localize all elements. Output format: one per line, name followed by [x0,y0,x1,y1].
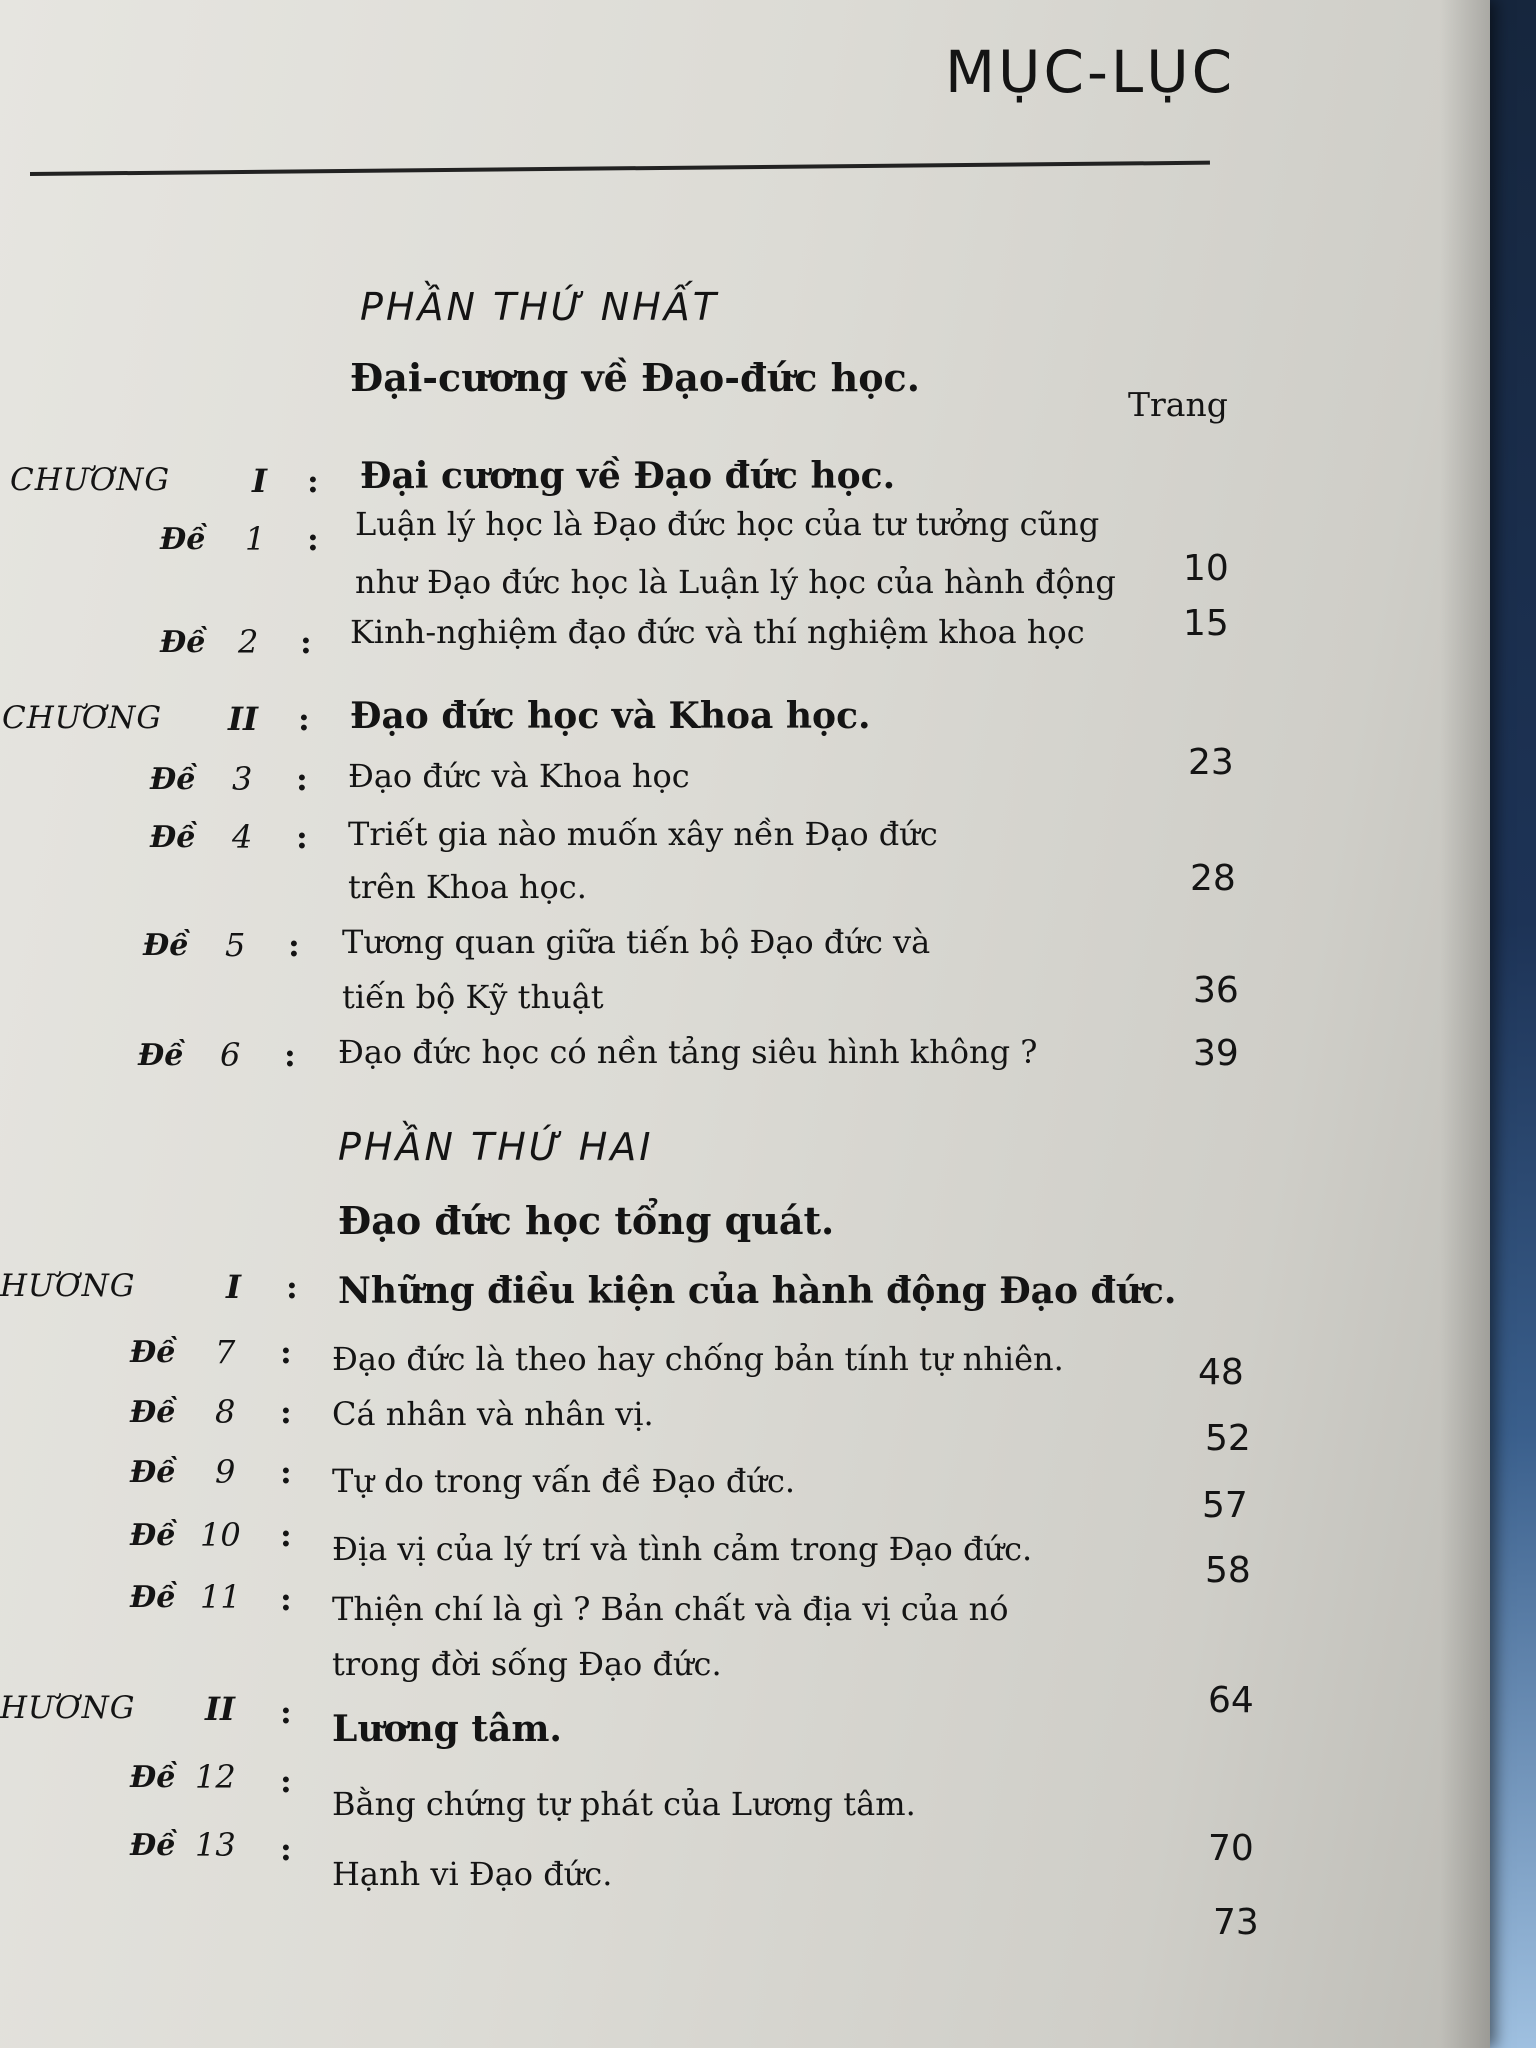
entry-text: Địa vị của lý trí và tình cảm trong Đạo đức. [332,1530,1033,1568]
part1-label: PHẦN THỨ NHẤT [360,285,719,329]
entry-page: 36 [1193,970,1239,1011]
entry-text: Đạo đức và Khoa học [348,757,690,795]
entry-number: 6 [220,1036,241,1074]
entry-page: 48 [1198,1352,1244,1393]
colon: : [296,760,308,798]
entry-label: Đề [130,1335,176,1370]
chapter-number: I [226,1268,241,1306]
entry-number: 8 [215,1393,236,1431]
entry-text: Tự do trong vấn đề Đạo đức. [332,1462,796,1500]
colon: : [280,1580,292,1618]
entry-page: 28 [1190,858,1236,899]
entry-number: 12 [195,1758,236,1796]
entry-label: Đề [160,625,206,660]
part2-label: PHẦN THỨ HAI [338,1125,654,1169]
entry-number: 3 [232,760,253,798]
chapter-number: II [228,700,258,738]
entry-label: Đề [130,1580,176,1615]
entry-number: 10 [200,1516,241,1554]
entry-label: Đề [150,762,196,797]
chapter-number: I [252,462,267,500]
entry-page: 64 [1208,1680,1254,1721]
page-title: MỤC-LỤC [945,38,1236,106]
entry-label: Đề [130,1518,176,1553]
colon: : [280,1762,292,1800]
entry-text: Hạnh vi Đạo đức. [332,1855,613,1893]
chapter-label: HƯƠNG [0,1268,136,1304]
entry-number: 1 [245,520,266,558]
colon: : [296,818,308,856]
colon: : [280,1453,292,1491]
page-edge-shadow [1440,0,1490,2048]
entry-label: Đề [160,522,206,557]
entry-label: Đề [150,820,196,855]
chapter-label: CHƯƠNG [2,700,163,736]
title-rule [30,161,1210,176]
entry-text: Thiện chí là gì ? Bản chất và địa vị của nó [332,1590,1009,1628]
part2-subtitle: Đạo đức học tổng quát. [338,1198,835,1243]
entry-text: trên Khoa học. [348,868,587,906]
entry-label: Đề [130,1395,176,1430]
chapter-label: CHƯƠNG [10,462,171,498]
colon: : [288,926,300,964]
entry-page: 57 [1202,1485,1248,1526]
entry-label: Đề [130,1455,176,1490]
entry-text: tiến bộ Kỹ thuật [342,978,604,1016]
entry-number: 7 [215,1333,236,1371]
entry-text: Triết gia nào muốn xây nền Đạo đức [348,815,938,853]
entry-number: 13 [195,1826,236,1864]
entry-text: Cá nhân và nhân vị. [332,1395,654,1433]
entry-number: 11 [200,1578,241,1616]
chapter-label: HƯƠNG [0,1690,136,1726]
entry-label: Đề [143,928,189,963]
colon: : [298,700,310,738]
chapter-title: Những điều kiện của hành động Đạo đức. [338,1270,1177,1312]
colon: : [307,462,319,500]
colon: : [280,1393,292,1431]
entry-page: 52 [1205,1418,1251,1459]
entry-label: Đề [138,1038,184,1073]
entry-text: trong đời sống Đạo đức. [332,1645,722,1683]
entry-label: Đề [130,1760,176,1795]
colon: : [286,1268,298,1306]
entry-text: Đạo đức là theo hay chống bản tính tự nhiên. [332,1340,1064,1378]
chapter-title: Đại cương về Đạo đức học. [360,455,896,497]
colon: : [300,623,312,661]
chapter-title: Đạo đức học và Khoa học. [350,695,871,737]
entry-number: 4 [232,818,253,856]
chapter-title: Lương tâm. [332,1708,562,1750]
entry-text: Bằng chứng tự phát của Lương tâm. [332,1785,916,1823]
entry-page: 10 [1183,548,1229,589]
part1-subtitle: Đại-cương về Đạo-đức học. [350,355,920,400]
colon: : [280,1516,292,1554]
entry-number: 2 [238,623,259,661]
colon: : [280,1693,292,1731]
entry-number: 5 [225,926,246,964]
entry-number: 9 [215,1453,236,1491]
entry-page: 73 [1213,1902,1259,1943]
entry-text: Đạo đức học có nền tảng siêu hình không ? [338,1033,1038,1071]
entry-text: như Đạo đức học là Luận lý học của hành động [355,563,1116,601]
entry-page: 23 [1188,742,1234,783]
chapter-number: II [205,1690,235,1728]
entry-page: 39 [1193,1033,1239,1074]
page-column-label: Trang [1128,385,1228,424]
colon: : [307,520,319,558]
entry-text: Luận lý học là Đạo đức học của tư tưởng cũng [355,505,1100,543]
entry-text: Kinh-nghiệm đạo đức và thí nghiệm khoa học [350,613,1085,651]
colon: : [280,1333,292,1371]
entry-page: 70 [1208,1828,1254,1869]
entry-page: 15 [1183,603,1229,644]
entry-text: Tương quan giữa tiến bộ Đạo đức và [342,923,931,961]
colon: : [280,1830,292,1868]
colon: : [284,1036,296,1074]
entry-page: 58 [1205,1550,1251,1591]
entry-label: Đề [130,1828,176,1863]
